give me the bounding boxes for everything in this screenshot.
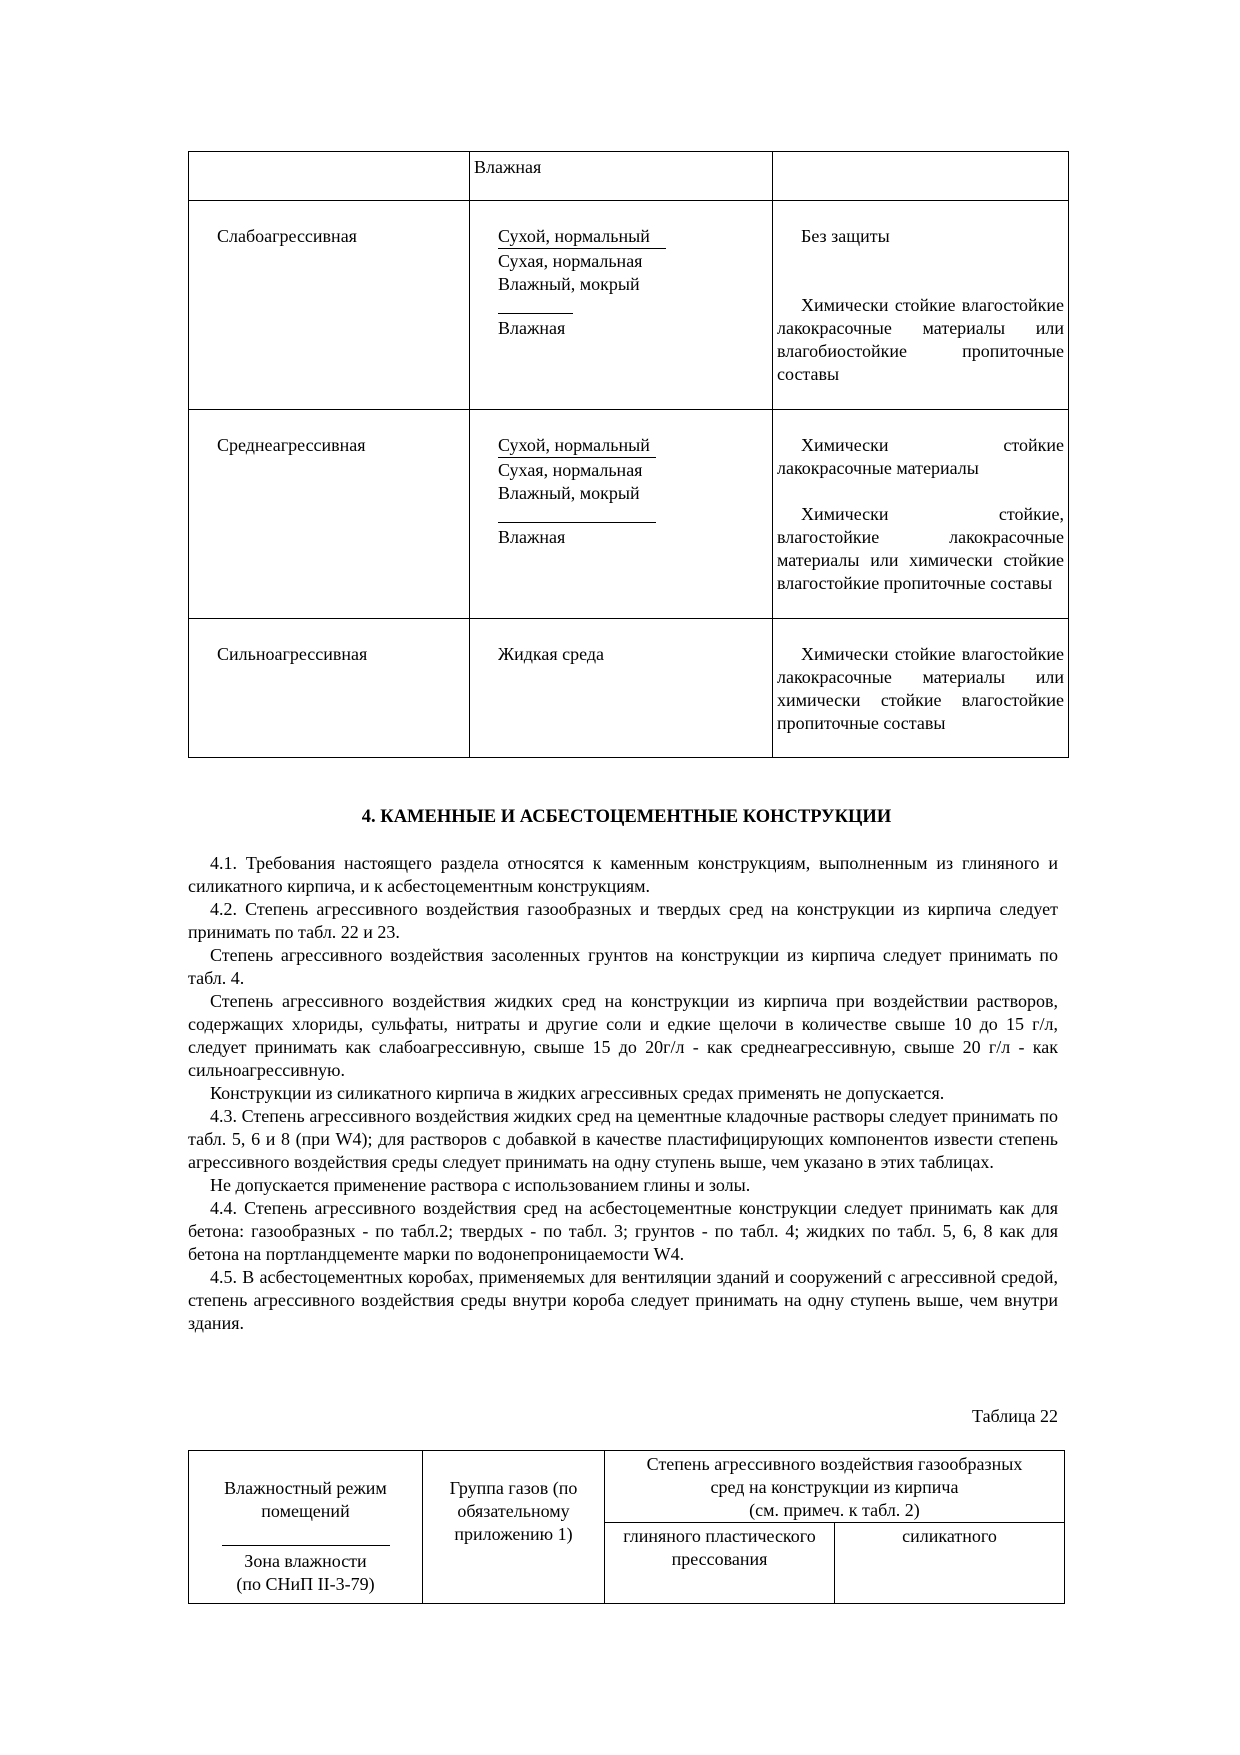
- environment-cell: [470, 201, 772, 340]
- protection-text: Химически стойкие влагостойкие лакокрасочные материалы или химически стойкие влагостойкие пропиточные составы: [777, 644, 1064, 733]
- environment-text: Жидкая среда: [498, 644, 605, 664]
- table-row: [189, 152, 1069, 201]
- paragraph: Степень агрессивного воздействия жидких сред на конструкции из кирпича при воздействии растворов, содержащих хлориды, сульфаты, нитраты и другие соли и едкие щелочи в количестве свыше 10 до 15 г/л, следует принимать как слабоагрессивную, свыше 15 до 20г/л - как среднеагрессивную, свыше 20 г/л - как сильноагрессивную.: [188, 991, 1058, 1080]
- fraction-divider: [498, 457, 656, 458]
- fraction-divider: [498, 248, 666, 249]
- table-cell: [773, 201, 1069, 410]
- header-cell-gas-group: [423, 1451, 605, 1604]
- header-text: помещений: [261, 1501, 350, 1521]
- header-cell-silicate-brick: [835, 1523, 1065, 1604]
- header-text: силикатного: [902, 1526, 997, 1546]
- header-text: приложению 1): [454, 1524, 573, 1544]
- table-cell: [189, 152, 470, 201]
- paragraph: Конструкции из силикатного кирпича в жидких агрессивных средах применять не допускается.: [210, 1083, 945, 1103]
- fraction-divider: [498, 296, 573, 314]
- paragraph: 4.3. Степень агрессивного воздействия жидких сред на цементные кладочные растворы следует принимать по табл. 5, 6 и 8 (при W4); для растворов с добавкой в качестве пластифицирующих компонентов извести степень агрессивного воздействия среды следует принимать на одну ступень выше, чем указано в этих таблицах.: [188, 1106, 1058, 1172]
- paragraph: 4.4. Степень агрессивного воздействия сред на асбестоцементные конструкции следует принимать как для бетона: газообразных - по табл.2; твердых - по табл. 3; грунтов - по табл. 4; жидких по табл. 5, 6, 8 как для бетона на портландцементе марки по водонепроницаемости W4.: [188, 1198, 1058, 1264]
- aggressiveness-degree: Сильноагрессивная: [217, 644, 368, 664]
- aggressiveness-degree: Среднеагрессивная: [217, 435, 366, 455]
- header-cell-humidity: [189, 1451, 423, 1604]
- table-cell: [189, 619, 470, 758]
- paragraph: 4.2. Степень агрессивного воздействия газообразных и твердых сред на конструкции из кирпича следует принимать по табл. 22 и 23.: [188, 899, 1058, 942]
- environment-text: Сухая, нормальная: [498, 460, 643, 480]
- header-cell-clay-brick: [605, 1523, 835, 1604]
- section-heading: 4. КАМЕННЫЕ И АСБЕСТОЦЕМЕНТНЫЕ КОНСТРУКЦИИ: [361, 807, 892, 827]
- table-cell: [470, 201, 773, 410]
- header-text: Степень агрессивного воздействия газообразных: [646, 1454, 1023, 1474]
- protection-table: [188, 151, 1069, 758]
- table-caption: Таблица 22: [972, 1406, 1058, 1426]
- table-22: [188, 1450, 1065, 1604]
- environment-cell: [470, 619, 772, 666]
- table-cell: [189, 201, 470, 410]
- section-body: [188, 852, 1058, 1335]
- paragraph: 4.1. Требования настоящего раздела относятся к каменным конструкциям, выполненным из глиняного и силикатного кирпича, и к асбестоцементным конструкциям.: [188, 853, 1058, 896]
- table-cell: [470, 619, 773, 758]
- header-text: (по СНиП II-3-79): [236, 1574, 375, 1594]
- header-text: сред на конструкции из кирпича: [710, 1477, 959, 1497]
- environment-text: Сухой, нормальный: [498, 226, 650, 246]
- paragraph: Не допускается применение раствора с использованием глины и золы.: [210, 1175, 751, 1195]
- header-text: обязательному: [457, 1501, 570, 1521]
- table-header-row: [189, 1451, 1065, 1523]
- paragraph: Степень агрессивного воздействия засоленных грунтов на конструкции из кирпича следует принимать по табл. 4.: [188, 945, 1058, 988]
- environment-text: Влажный, мокрый: [498, 483, 640, 503]
- table-cell: [189, 410, 470, 619]
- header-text: Влажностный режим: [224, 1478, 387, 1498]
- table-cell: [773, 619, 1069, 758]
- header-text: Группа газов (по: [449, 1478, 578, 1498]
- table-row: [189, 410, 1069, 619]
- environment-cell: [470, 410, 772, 549]
- header-text: Зона влажности: [244, 1551, 367, 1571]
- header-text: глиняного пластического: [623, 1526, 816, 1546]
- protection-text: Без защиты: [801, 226, 890, 246]
- table-cell: [773, 410, 1069, 619]
- table-cell: [470, 152, 773, 201]
- header-cell-aggressiveness: [605, 1451, 1065, 1523]
- paragraph: 4.5. В асбестоцементных коробах, применяемых для вентиляции зданий и сооружений с агрессивной средой, степень агрессивного воздействия среды внутри короба следует принимать на одну ступень выше, чем внутри здания.: [188, 1267, 1058, 1333]
- environment-text: Влажный, мокрый: [498, 274, 640, 294]
- fraction-divider: [222, 1523, 390, 1546]
- protection-cell: [773, 619, 1068, 735]
- protection-cell: [773, 201, 1068, 386]
- table-cell: [470, 410, 773, 619]
- environment-text: Влажная: [498, 527, 566, 547]
- protection-text: Химически стойкие влагостойкие лакокрасочные материалы или влагобиостойкие пропиточные составы: [777, 295, 1064, 384]
- environment-text: Сухой, нормальный: [498, 435, 650, 455]
- table-row: [189, 201, 1069, 410]
- header-text: (см. примеч. к табл. 2): [749, 1500, 920, 1520]
- aggressiveness-degree: Слабоагрессивная: [217, 226, 357, 246]
- protection-text: Химически стойкие, влагостойкие лакокрасочные материалы или химически стойкие влагостойкие пропиточные составы: [777, 504, 1064, 593]
- environment-text: Влажная: [474, 157, 542, 177]
- environment-text: Влажная: [498, 318, 566, 338]
- table-row: [189, 619, 1069, 758]
- environment-text: Сухая, нормальная: [498, 251, 643, 271]
- header-text: прессования: [671, 1549, 768, 1569]
- protection-text: Химически стойкие лакокрасочные материалы: [777, 435, 1064, 478]
- table-cell: [773, 152, 1069, 201]
- fraction-divider: [498, 505, 656, 523]
- protection-cell: [773, 410, 1068, 595]
